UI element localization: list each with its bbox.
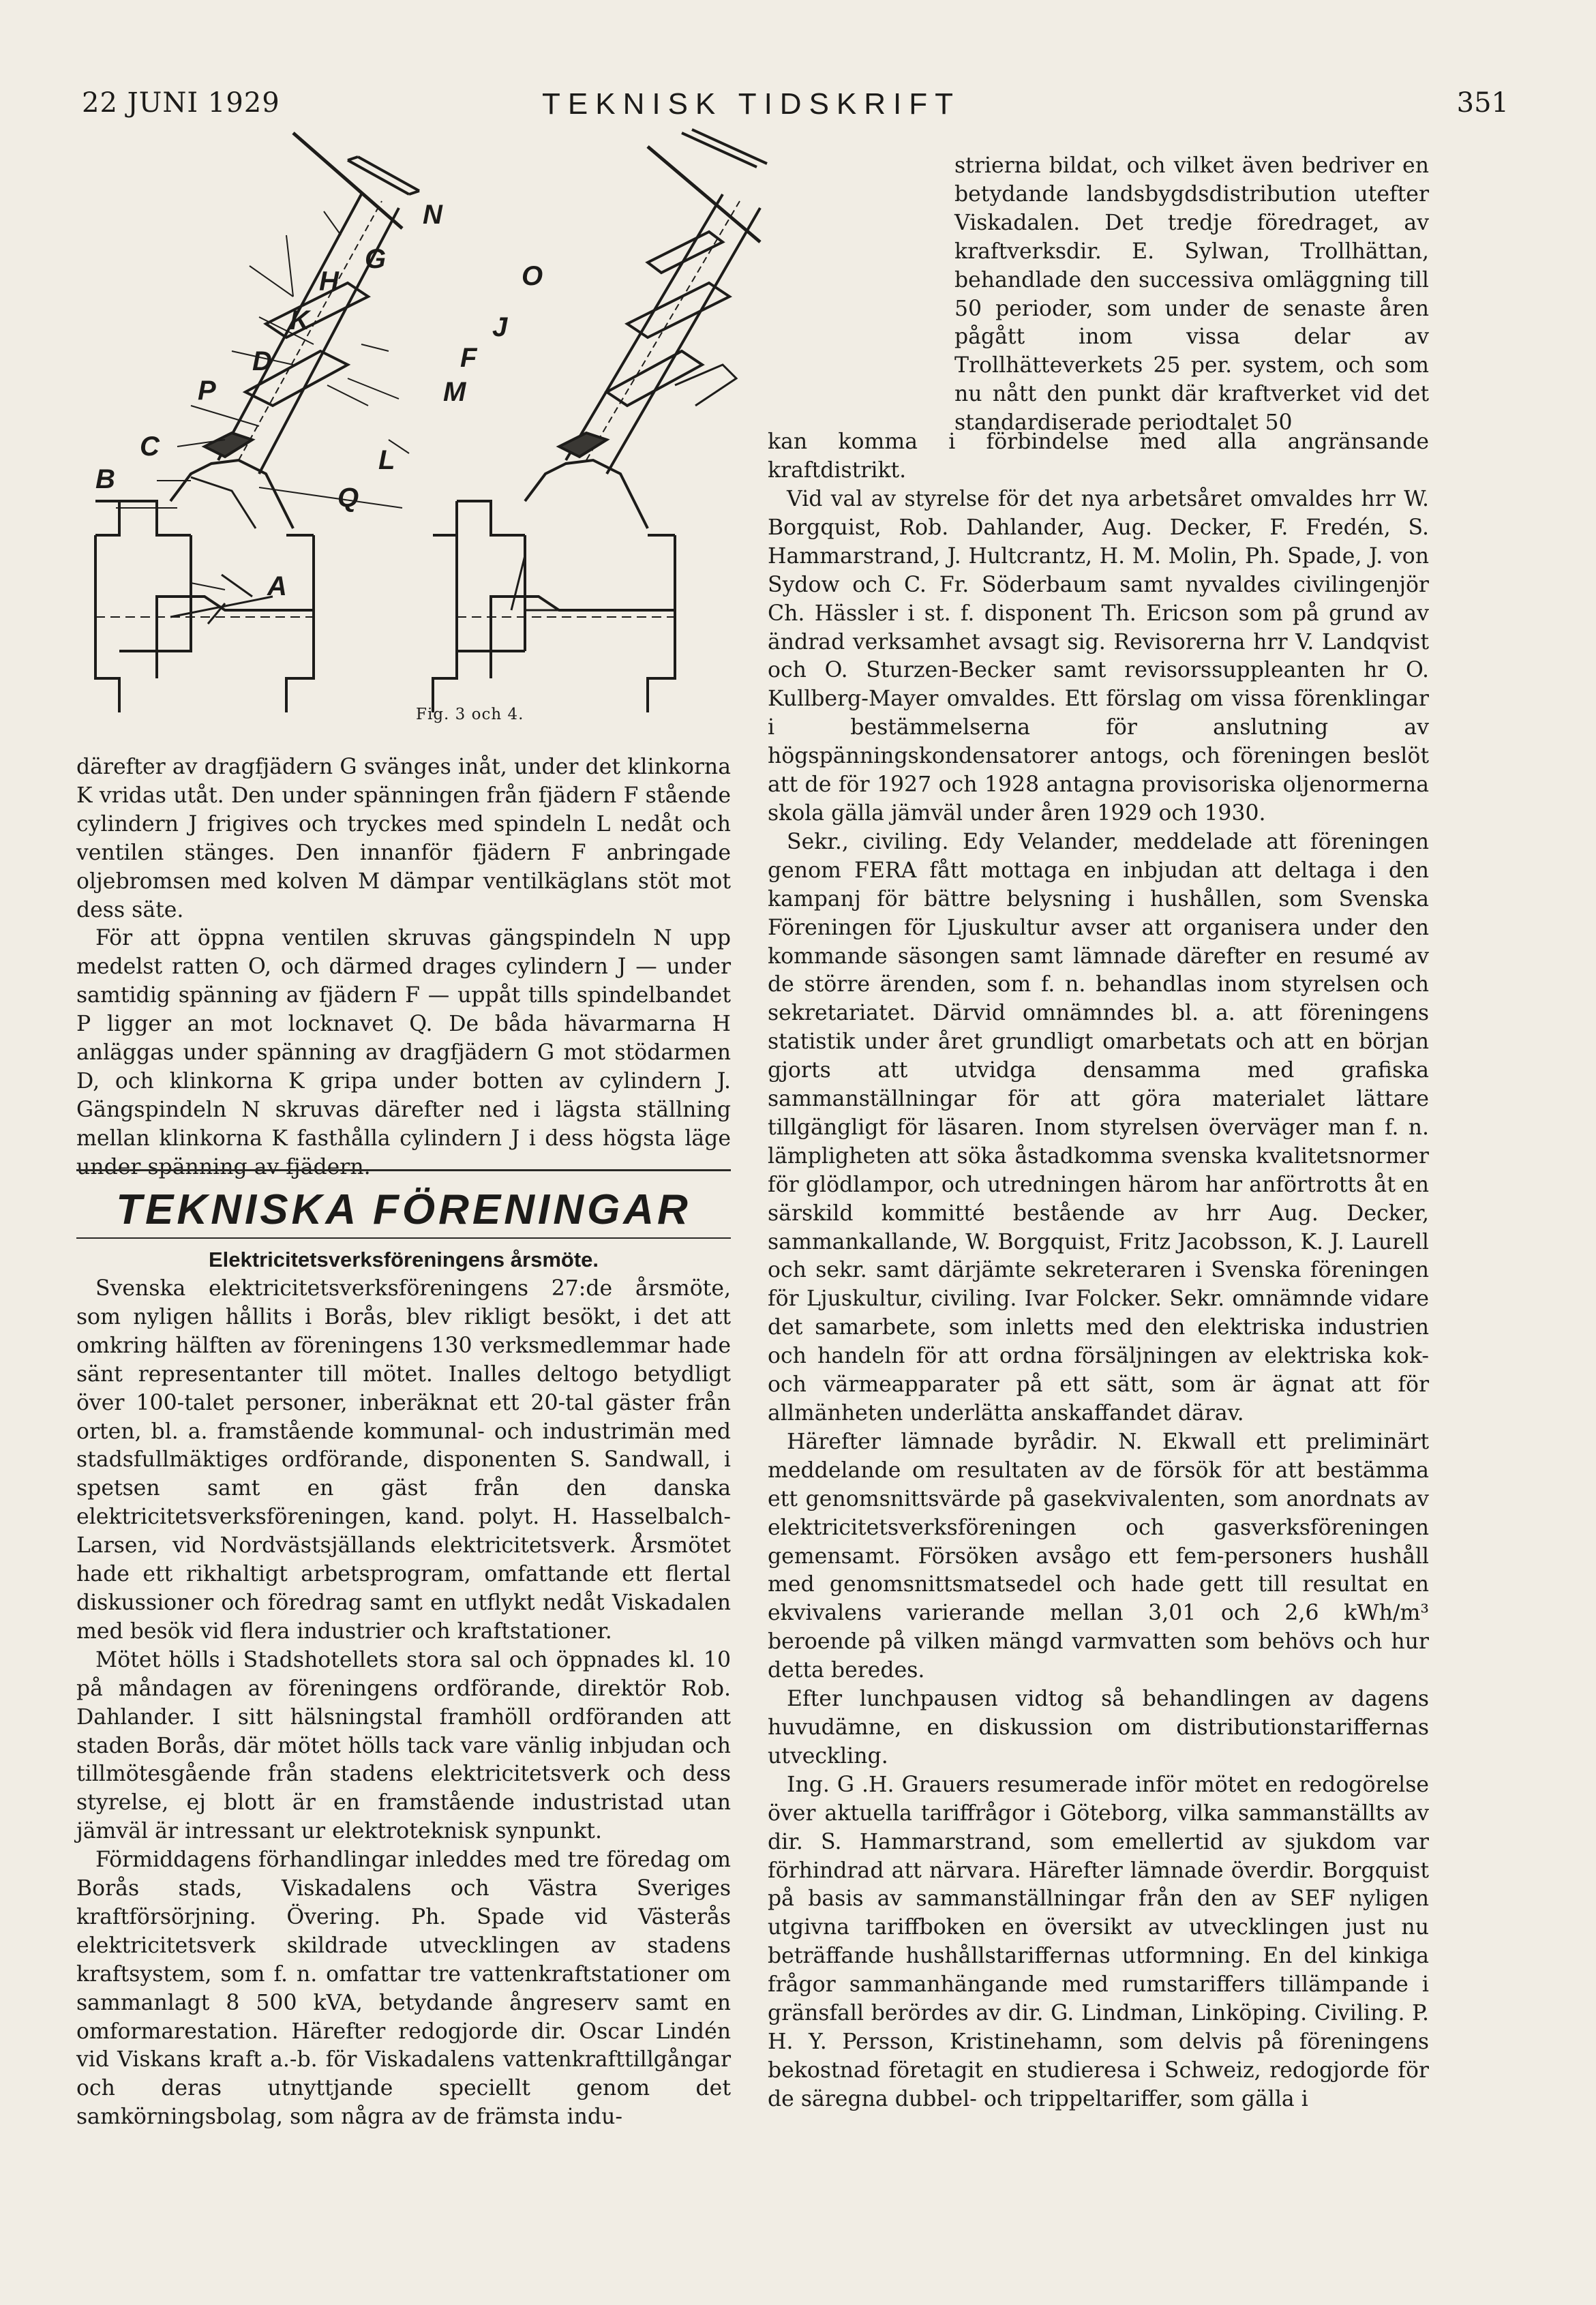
paragraph: kan komma i förbindelse med alla angränsande kraftdistrikt.	[768, 430, 1429, 483]
left-column-text	[76, 753, 731, 1182]
issue-date: 22 JUNI 1929	[82, 87, 280, 119]
label-d: D	[252, 346, 272, 376]
label-h: H	[319, 267, 339, 297]
right-column-top	[954, 152, 1429, 438]
figure-caption: Fig. 3 och 4.	[416, 706, 524, 723]
paragraph: Mötet hölls i Stadshotellets stora sal och öppnades kl. 10 på måndagen av föreningens ordförande, direktör Rob. Dahlander. I sitt hälsningstal framhöll ordföranden att staden Borås, där mötet hölls tack vare vänlig inbjudan och tillmötesgående från stadens elektricitetsverk och dess styrelse, ej blott är en framstående industristad utan jämväl är intressant ur elektroteknisk synpunkt.	[76, 1647, 731, 1844]
label-p: P	[198, 376, 216, 406]
label-b: B	[95, 464, 115, 494]
label-a: A	[267, 571, 287, 601]
paragraph: För att öppna ventilen skruvas gängspindeln N upp medelst ratten O, och därmed drages cylindern J — under samtidig spänning av fjädern F — uppåt tills spindelbandet P ligger an mot locknavet Q. De båda hävarmarna H anläggas under spänning av dragfjädern G mot stödarmen D, och klinkorna K gripa under botten av cylindern J. Gängspindeln N skruvas därefter ned i lägsta ställning mellan klinkorna K fasthålla cylindern J i dess högsta läge under spänning av fjädern.	[76, 926, 731, 1179]
label-f: F	[460, 343, 477, 373]
paragraph: Förmiddagens förhandlingar inleddes med tre föredag om Borås stads, Viskadalens och Västra Sveriges kraftförsörjning. Övering. Ph. Spade vid Västerås elektricitetsverk skildrade utvecklingen av stadens kraftsystem, som f. n. omfattar tre vattenkraftstationer om sammanlagt 8 500 kVA, betydande ångreserv samt en omformarestation. Härefter redogjorde dir. Oscar Lindén vid Viskans kraft a.-b. för Viskadalens vattenkrafttillgångar och deras utnyttjande speciellt genom det samkörningsbolag, som några av de främsta indu-	[76, 1848, 731, 2130]
paragraph: Ing. G .H. Grauers resumerade inför mötet en redogörelse över aktuella tariffrågor i Göteborg, vilka sammanställts av dir. S. Hammarstrand, som emellertid av sjukdom var förhindrad att närvara. Härefter lämnade överdir. Borgquist på basis av sammanställningar från den av SEF nyligen utgivna tariffboken en översikt av utvecklingen just nu beträffande hushållstariffernas utformning. En del kinkiga frågor sammanhängande med rumstariffers tillämpande i gränsfall berördes av dir. G. Lindman, Linköping. Civiling. P. H. Y. Persson, Kristinehamn, som delvis på föreningens bekostnad företagit en studieresa i Schweiz, redogjorde för de säregna dubbel- och trippeltariffer, som gälla i	[768, 1772, 1429, 2111]
label-o: O	[522, 261, 543, 291]
valve-figure	[89, 119, 770, 719]
label-j: J	[492, 312, 508, 342]
paragraph: Sekr., civiling. Edy Velander, meddelade att föreningen genom FERA fått mottaga en inbjudan att deltaga i den kampanj för bättre belysning i hushållen, som Svenska Föreningen för Ljuskultur avser att organisera under den kommande säsongen samt lämnade därefter en resumé av de större ärenden, som f. n. behandlas inom styrelsen och sekretariatet. Därvid omnämndes bl. a. att föreningens statistik under året grundligt omarbetats och att en början gjorts att utvidga densamma med grafiska sammanställningar för att göra materialet lättare tillgängligt för läsaren. Inom styrelsen överväger man f. n. lämpligheten att söka åstadkomma svenska kvalitetsnormer för glödlampor, och utredningen härom har anförtrotts åt en särskild kommitté bestående av hrr Aug. Decker, sammankallande, W. Borgquist, Fritz Jacobsson, K. J. Laurell och sekr. samt därjämte sekreteraren i Svenska föreningen för Ljuskultur, civiling. Ivar Folcker. Sekr. omnämnde vidare det samarbete, som inletts med den elektriska industrien och handeln för att ordna försäljningen av elektriska kok- och värmeapparater på ett sätt, som är ägnat att för allmänheten underlätta anskaffandet därav.	[768, 829, 1429, 1426]
banner-rule-top	[76, 1169, 731, 1171]
article-heading: Elektricitetsverksföreningens årsmöte.	[208, 1248, 599, 1271]
label-m: M	[443, 377, 466, 407]
paragraph: Vid val av styrelse för det nya arbetsåret omvaldes hrr W. Borgquist, Rob. Dahlander, Aug. Decker, F. Fredén, S. Hammarstrand, J. Hultcrantz, H. M. Molin, Ph. Spade, J. von Sydow och C. Fr. Söderbaum samt nyvaldes civilingenjör Ch. Hässler i st. f. disponent Th. Ericson som på grund av ändrad verksamhet avsagt sig. Revisorerna hrr V. Landqvist och O. Sturzen-Becker samt revisorssuppleanten hr O. Kullberg-Mayer omvaldes. Ett förslag om vissa förenklingar i bestämmelserna för anslutning av högspänningskondensatorer antogs, och föreningen beslöt att de för 1927 och 1928 antagna provisoriska oljenormerna skola gälla jämväl under åren 1929 och 1930.	[768, 487, 1429, 826]
right-column-text	[768, 485, 1429, 2114]
valve-drawing-right	[433, 130, 767, 712]
section-title: TEKNISKA FÖRENINGAR	[116, 1186, 691, 1233]
label-c: C	[140, 432, 160, 462]
paragraph: därefter av dragfjädern G svänges inåt, under det klinkorna K vridas utåt. Den under spänningen från fjädern F stående cylindern J frigives och tryckes med spindeln L nedåt och ventilen stänges. Den innanför fjädern F anbringade oljebromsen med kolven M dämpar ventilkäglans stöt mot dess säte.	[76, 755, 731, 922]
section-banner	[76, 1169, 731, 1244]
left-column-article	[76, 1275, 731, 2132]
label-l: L	[378, 445, 395, 475]
label-k: K	[290, 305, 310, 335]
page-number: 351	[1456, 87, 1509, 119]
valve-drawing-left	[95, 133, 419, 712]
paragraph: strierna bildat, och vilket även bedriver en betydande landsbygdsdistribution utefter Viskadalen. Det tredje föredraget, av kraftverksdir. E. Sylwan, Trollhättan, behandlade den successiva omläggning till 50 perioder, som under de senaste åren pågått inom vissa delar av Trollhätteverkets 25 per. system, och som nu nått den punkt där kraftverket vid det standardiserade periodtalet 50	[954, 153, 1429, 436]
paragraph: Härefter lämnade byrådir. N. Ekwall ett preliminärt meddelande om resultaten av de försök för att bestämma ett genomsnittsvärde på gasekvivalenten, som anordnats av elektricitetsverksföreningen och gasverksföreningen gemensamt. Försöken avsågo ett fem-personers hushåll med genomsnittsmatsedel och hade gett till resultat en ekvivalens varierande mellan 3,01 och 2,6 kWh/m³ beroende på vilken mängd varmvatten som behövs och hur detta beredes.	[768, 1429, 1429, 1683]
journal-title: TEKNISK TIDSKRIFT	[542, 87, 961, 121]
label-g: G	[365, 244, 387, 274]
label-n: N	[423, 200, 442, 230]
banner-rule-bottom	[76, 1237, 731, 1239]
right-column-top-wide	[768, 428, 1429, 485]
paragraph: Efter lunchpausen vidtog så behandlingen av dagens huvudämne, en diskussion om distributionstariffernas utveckling.	[768, 1687, 1429, 1768]
label-q: Q	[337, 483, 359, 513]
paragraph: Svenska elektricitetsverksföreningens 27:de årsmöte, som nyligen hållits i Borås, blev rikligt besökt, i det att omkring hälften av föreningens 130 verksmedlemmar hade sänt representanter till mötet. Inalles deltogo betydligt över 100-talet personer, inberäknat ett 20-tal gäster från orten, bl. a. framstående kommunal- och industrimän med stadsfullmäktiges ordförande, disponenten S. Sandwall, i spetsen samt en gäst från den danska elektricitetsverksföreningen, kand. polyt. H. Hasselbalch-Larsen, vid Nordvästsjällands elektricitetsverk. Årsmötet hade ett rikhaltigt arbetsprogram, omfattande ett flertal diskussioner och föredrag samt en utflykt nedåt Viskadalen med besök vid flera industrier och kraftstationer.	[76, 1276, 731, 1644]
